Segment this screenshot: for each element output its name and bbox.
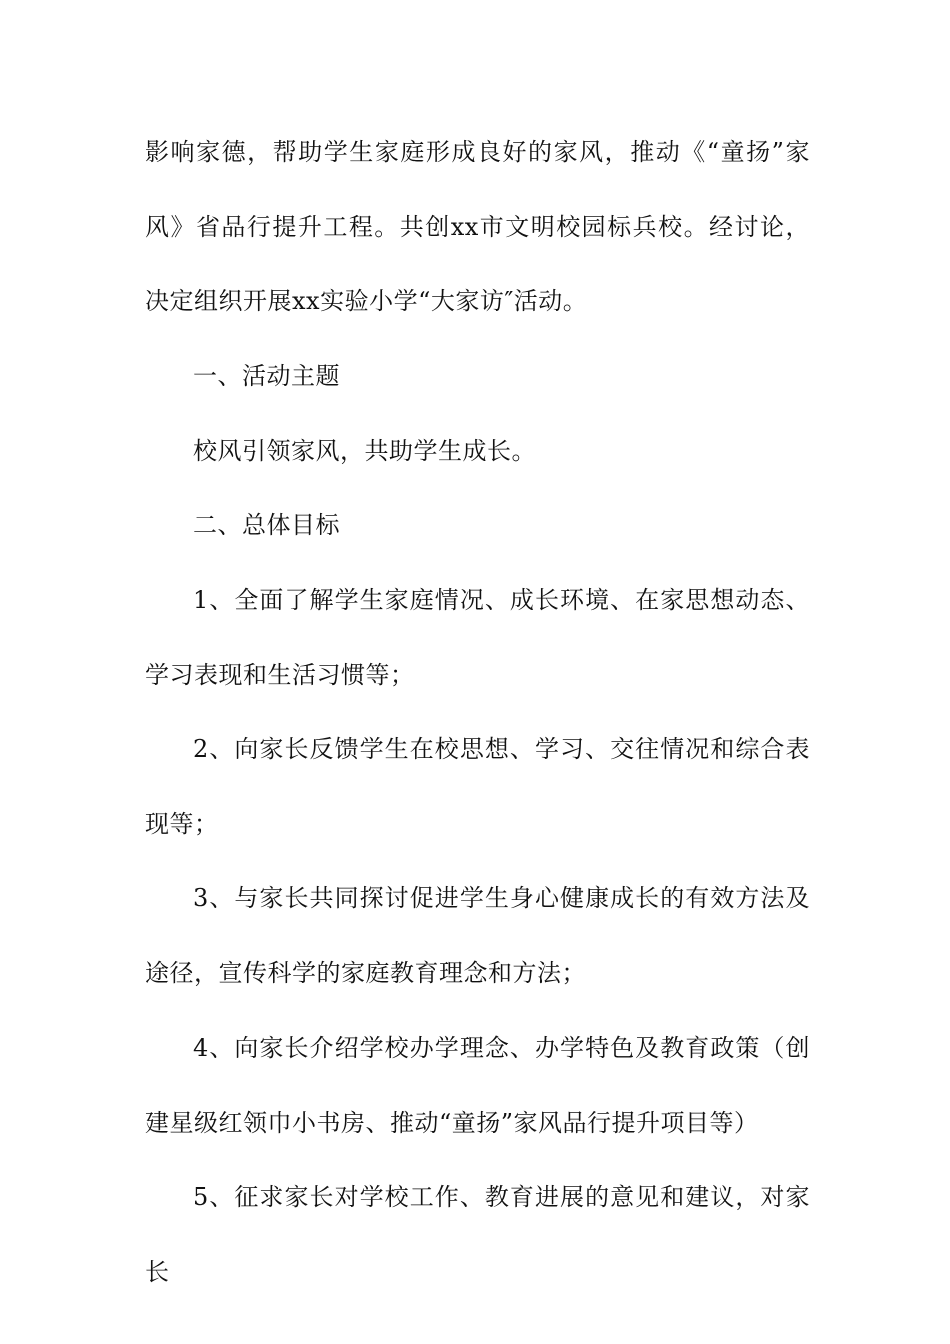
goal-item-3: 3、与家长共同探讨促进学生身心健康成长的有效方法及途径，宣传科学的家庭教育理念和方法； xyxy=(145,884,810,987)
paragraph-theme-content: 校风引领家风，共助学生成长。 xyxy=(193,437,536,465)
goal-item-2: 2、向家长反馈学生在校思想、学习、交往情况和综合表现等； xyxy=(145,735,810,838)
goal-item-5: 5、征求家长对学校工作、教育进展的意见和建议，对家长 xyxy=(145,1183,810,1286)
goal-item-4: 4、向家长介绍学校办学理念、办学特色及教育政策（创建星级红领巾小书房、推动“童扬”家风品行提升项目等） xyxy=(145,1034,810,1137)
heading-activity-theme: 一、活动主题 xyxy=(193,362,340,390)
goal-item-1: 1、全面了解学生家庭情况、成长环境、在家思想动态、学习表现和生活习惯等； xyxy=(145,586,810,689)
paragraph-intro-continuation: 影响家德，帮助学生家庭形成良好的家风，推动《“童扬”家风》省品行提升工程。共创xx市文明校园标兵校。经讨论，决定组织开展xx实验小学“大家访″活动。 xyxy=(145,138,810,316)
heading-overall-goals: 二、总体目标 xyxy=(193,511,340,539)
